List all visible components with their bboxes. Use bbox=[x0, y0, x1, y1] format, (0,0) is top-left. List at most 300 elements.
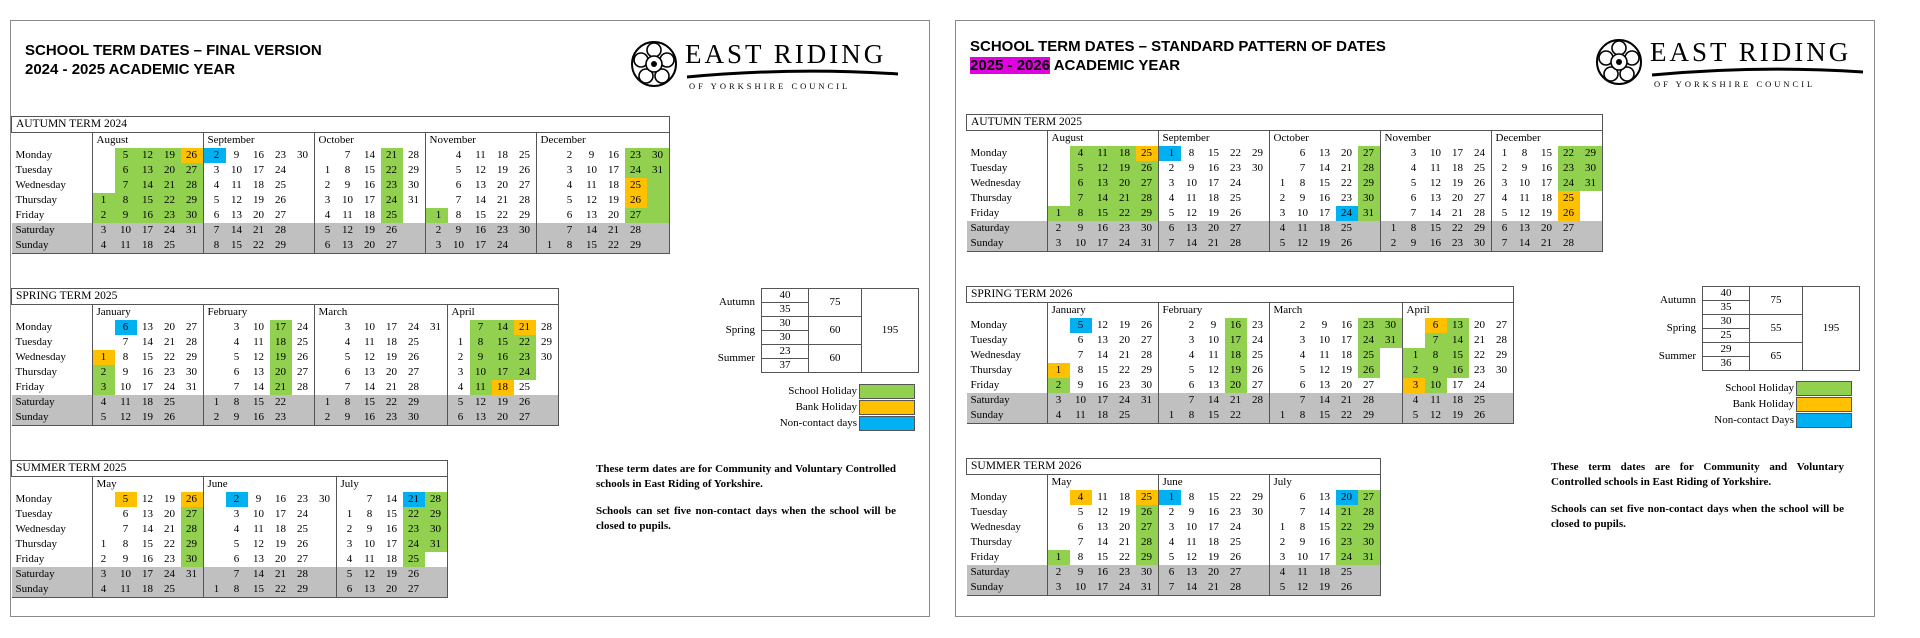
day-cell: 22 bbox=[1119, 551, 1130, 563]
term-label: Autumn bbox=[1659, 294, 1696, 306]
title-line-2 bbox=[970, 56, 1386, 75]
note-paragraph: Schools can set five non-contact days when the school will be closed to pupils. bbox=[596, 505, 896, 532]
day-cell: 21 bbox=[270, 567, 292, 582]
day-cell: 9 bbox=[1299, 536, 1306, 548]
day-cell: 7 bbox=[1410, 207, 1417, 219]
day-cell: 29 bbox=[519, 209, 530, 221]
day-cell: 5 bbox=[1402, 408, 1425, 424]
day-cell: 10 bbox=[253, 508, 264, 520]
day-cell: 16 bbox=[253, 149, 264, 161]
day-cell: 26 bbox=[181, 492, 204, 507]
day-label: Tuesday bbox=[970, 506, 1008, 518]
day-cell bbox=[314, 567, 337, 582]
day-cell: 30 bbox=[408, 179, 419, 191]
day-cell: 25 bbox=[297, 523, 308, 535]
day-cell bbox=[1158, 378, 1181, 393]
day-cell: 22 bbox=[1558, 146, 1580, 161]
day-cell: 11 bbox=[1186, 536, 1197, 548]
day-cell: 15 bbox=[1447, 348, 1469, 363]
day-cell: 9 bbox=[470, 350, 492, 365]
day-cell: 12 bbox=[1097, 506, 1108, 518]
day-cell: 17 bbox=[470, 238, 492, 254]
day-cell bbox=[203, 567, 226, 582]
day-cell: 1 bbox=[1158, 408, 1181, 424]
day-cell: 1 bbox=[425, 208, 448, 223]
day-cell: 18 bbox=[1225, 348, 1247, 363]
day-cell bbox=[647, 238, 670, 254]
day-cell: 16 bbox=[1319, 536, 1330, 548]
day-cell: 30 bbox=[1380, 318, 1403, 333]
month-name: July bbox=[1269, 475, 1380, 491]
east-riding-logo bbox=[1594, 37, 1864, 97]
day-label: Tuesday bbox=[15, 164, 53, 176]
term-days-summary bbox=[1636, 286, 1860, 371]
month-name: January bbox=[1047, 303, 1158, 319]
day-cell bbox=[203, 365, 226, 380]
day-cell: 24 bbox=[1358, 333, 1380, 348]
day-cell: 14 bbox=[1092, 191, 1114, 206]
day-cell bbox=[1047, 348, 1070, 363]
day-cell: 21 bbox=[270, 380, 292, 395]
day-cell bbox=[292, 163, 315, 178]
day-cell: 3 bbox=[1158, 176, 1181, 191]
day-cell bbox=[1158, 318, 1181, 333]
term-heading: SUMMER TERM 2025 bbox=[12, 461, 448, 477]
day-cell: 1 bbox=[1269, 520, 1292, 535]
day-cell: 26 bbox=[159, 410, 181, 426]
day-cell bbox=[314, 522, 337, 537]
day-cell: 18 bbox=[1314, 565, 1336, 580]
day-cell: 15 bbox=[248, 582, 270, 598]
day-cell: 25 bbox=[408, 336, 419, 348]
day-cell: 8 bbox=[344, 164, 351, 176]
day-cell: 16 bbox=[470, 223, 492, 238]
day-cell bbox=[1580, 206, 1603, 221]
term-heading: AUTUMN TERM 2025 bbox=[967, 115, 1603, 131]
day-cell: 20 bbox=[1536, 221, 1558, 236]
day-cell: 8 bbox=[470, 335, 492, 350]
day-cell bbox=[425, 350, 448, 365]
day-cell: 8 bbox=[115, 193, 137, 208]
key-item bbox=[651, 416, 915, 431]
day-cell: 2 bbox=[203, 410, 226, 426]
day-cell: 1 bbox=[1047, 550, 1070, 565]
day-cell bbox=[1491, 378, 1514, 393]
day-label: Friday bbox=[970, 551, 1000, 563]
day-cell: 19 bbox=[386, 351, 397, 363]
day-cell: 23 bbox=[1341, 192, 1352, 204]
day-cell: 7 bbox=[1425, 333, 1447, 348]
day-cell: 21 bbox=[1225, 393, 1247, 408]
day-cell: 9 bbox=[255, 493, 262, 505]
half-term-days: 40 bbox=[1703, 287, 1750, 301]
day-cell: 26 bbox=[1252, 364, 1263, 376]
day-cell: 30 bbox=[1469, 236, 1492, 252]
day-cell: 25 bbox=[159, 238, 181, 254]
day-cell: 5 bbox=[1491, 206, 1514, 221]
day-cell: 3 bbox=[1269, 550, 1292, 565]
day-label: Wednesday bbox=[970, 349, 1021, 361]
day-cell: 21 bbox=[1452, 207, 1463, 219]
day-cell: 17 bbox=[1319, 551, 1330, 563]
day-cell: 2 bbox=[1047, 221, 1070, 236]
key-item bbox=[1596, 381, 1852, 396]
day-cell: 2 bbox=[336, 522, 359, 537]
day-cell: 20 bbox=[492, 410, 514, 426]
day-cell: 21 bbox=[1341, 162, 1352, 174]
day-cell: 5 bbox=[233, 538, 240, 550]
day-label: Tuesday bbox=[15, 336, 53, 348]
day-cell: 30 bbox=[1358, 535, 1381, 550]
day-cell: 18 bbox=[275, 523, 286, 535]
day-cell: 6 bbox=[1299, 379, 1306, 391]
key-item bbox=[1596, 413, 1852, 428]
day-cell: 4 bbox=[92, 238, 115, 254]
day-cell: 16 bbox=[1208, 506, 1219, 518]
day-cell: 20 bbox=[1203, 221, 1225, 236]
day-cell: 23 bbox=[297, 493, 308, 505]
day-cell bbox=[647, 193, 670, 208]
day-cell bbox=[1269, 490, 1292, 505]
day-cell: 11 bbox=[253, 523, 264, 535]
day-cell: 23 bbox=[381, 178, 403, 193]
day-cell: 15 bbox=[1092, 206, 1114, 221]
day-label: Monday bbox=[970, 491, 1008, 503]
day-cell: 28 bbox=[1247, 393, 1270, 408]
day-cell: 26 bbox=[1474, 177, 1485, 189]
day-cell: 15 bbox=[226, 238, 248, 254]
day-cell: 13 bbox=[586, 209, 597, 221]
day-cell: 26 bbox=[181, 148, 204, 163]
day-cell: 13 bbox=[1181, 221, 1203, 236]
day-cell bbox=[292, 193, 315, 208]
day-cell: 12 bbox=[1319, 364, 1330, 376]
day-cell: 29 bbox=[1358, 520, 1381, 535]
day-cell: 31 bbox=[1580, 176, 1603, 191]
day-cell: 26 bbox=[1230, 207, 1241, 219]
day-cell: 15 bbox=[492, 335, 514, 350]
term-notes bbox=[1551, 460, 1844, 544]
day-cell: 20 bbox=[1203, 565, 1225, 580]
day-cell: 24 bbox=[1558, 176, 1580, 191]
day-cell: 29 bbox=[1469, 221, 1492, 236]
day-cell: 24 bbox=[408, 321, 419, 333]
day-cell: 19 bbox=[1452, 177, 1463, 189]
term-label: Spring bbox=[1666, 322, 1696, 334]
day-cell: 5 bbox=[336, 567, 359, 582]
day-cell: 30 bbox=[1136, 221, 1159, 236]
day-cell bbox=[314, 582, 337, 598]
day-cell: 4 bbox=[233, 336, 240, 348]
month-name: February bbox=[1158, 303, 1269, 319]
day-cell: 10 bbox=[1297, 207, 1308, 219]
day-cell: 7 bbox=[1292, 393, 1314, 408]
summer-term-table bbox=[966, 458, 1381, 596]
day-cell: 6 bbox=[1158, 565, 1181, 580]
day-cell: 9 bbox=[1210, 319, 1217, 331]
day-cell: 7 bbox=[1181, 393, 1203, 408]
day-cell: 18 bbox=[386, 336, 397, 348]
day-cell: 8 bbox=[1292, 408, 1314, 424]
day-cell: 7 bbox=[1158, 580, 1181, 596]
day-cell: 12 bbox=[142, 493, 153, 505]
day-cell: 11 bbox=[1186, 192, 1197, 204]
month-name: November bbox=[1380, 131, 1491, 147]
day-cell: 7 bbox=[203, 223, 226, 238]
day-cell: 3 bbox=[1158, 520, 1181, 535]
day-cell bbox=[92, 522, 115, 537]
day-cell: 17 bbox=[253, 164, 264, 176]
day-cell: 22 bbox=[403, 507, 425, 522]
spring-term-table bbox=[11, 288, 559, 426]
day-cell: 21 bbox=[1536, 236, 1558, 252]
day-cell: 10 bbox=[1430, 147, 1441, 159]
day-cell: 4 bbox=[203, 178, 226, 193]
day-cell: 12 bbox=[253, 538, 264, 550]
day-cell: 7 bbox=[344, 381, 351, 393]
half-term-days: 30 bbox=[1703, 315, 1750, 329]
day-cell: 10 bbox=[1297, 551, 1308, 563]
day-cell: 24 bbox=[1474, 147, 1485, 159]
day-cell: 3 bbox=[1188, 334, 1195, 346]
day-cell: 17 bbox=[137, 223, 159, 238]
day-cell: 29 bbox=[1136, 206, 1159, 221]
day-label: Thursday bbox=[970, 364, 1013, 376]
day-cell: 24 bbox=[1114, 236, 1136, 252]
day-cell: 23 bbox=[275, 149, 286, 161]
day-cell: 16 bbox=[142, 553, 153, 565]
day-cell: 24 bbox=[625, 163, 647, 178]
day-cell: 3 bbox=[314, 193, 337, 208]
day-cell: 21 bbox=[1203, 580, 1225, 596]
day-cell: 18 bbox=[270, 335, 292, 350]
day-cell: 12 bbox=[364, 351, 375, 363]
day-cell: 7 bbox=[226, 567, 248, 582]
month-name: September bbox=[1158, 131, 1269, 147]
day-cell bbox=[536, 193, 559, 208]
logo-name: EAST RIDING bbox=[685, 39, 887, 69]
day-cell: 8 bbox=[337, 395, 359, 410]
day-cell bbox=[1247, 221, 1270, 236]
day-cell bbox=[536, 365, 559, 380]
day-cell: 17 bbox=[1208, 521, 1219, 533]
day-cell: 19 bbox=[1541, 207, 1552, 219]
day-cell: 30 bbox=[403, 410, 425, 426]
day-cell: 3 bbox=[1402, 378, 1425, 393]
day-cell: 24 bbox=[1336, 206, 1358, 221]
day-cell: 5 bbox=[1070, 318, 1092, 333]
day-cell: 9 bbox=[366, 523, 373, 535]
day-cell: 15 bbox=[475, 209, 486, 221]
logo-subtitle: OF YORKSHIRE COUNCIL bbox=[689, 81, 851, 91]
day-cell bbox=[203, 335, 226, 350]
day-cell: 12 bbox=[1292, 236, 1314, 252]
half-term-days: 37 bbox=[762, 359, 809, 373]
day-cell: 22 bbox=[164, 538, 175, 550]
day-cell: 19 bbox=[492, 395, 514, 410]
day-cell: 21 bbox=[1336, 393, 1358, 408]
day-cell: 18 bbox=[608, 179, 619, 191]
day-cell: 11 bbox=[253, 336, 264, 348]
title-line-2 bbox=[25, 60, 322, 79]
day-cell: 14 bbox=[1314, 393, 1336, 408]
day-cell: 2 bbox=[1491, 161, 1514, 176]
day-cell: 21 bbox=[514, 320, 536, 335]
day-cell: 5 bbox=[455, 164, 462, 176]
month-name: August bbox=[92, 133, 203, 149]
day-cell: 25 bbox=[1474, 162, 1485, 174]
day-cell bbox=[1247, 520, 1270, 535]
day-cell: 12 bbox=[231, 194, 242, 206]
day-cell: 18 bbox=[1208, 192, 1219, 204]
half-term-days: 23 bbox=[762, 345, 809, 359]
day-cell: 17 bbox=[270, 320, 292, 335]
day-cell: 10 bbox=[364, 321, 375, 333]
term-total: 60 bbox=[809, 345, 862, 373]
day-cell: 19 bbox=[1225, 363, 1247, 378]
day-cell: 26 bbox=[1141, 319, 1152, 331]
day-cell: 7 bbox=[115, 178, 137, 193]
day-cell bbox=[647, 178, 670, 193]
day-cell: 7 bbox=[1491, 236, 1514, 252]
day-cell: 6 bbox=[1188, 379, 1195, 391]
day-cell: 24 bbox=[1336, 550, 1358, 565]
day-cell: 12 bbox=[1430, 177, 1441, 189]
day-cell bbox=[1269, 378, 1292, 393]
day-cell: 7 bbox=[233, 381, 240, 393]
day-cell: 14 bbox=[142, 336, 153, 348]
day-cell bbox=[1047, 318, 1070, 333]
day-cell: 8 bbox=[122, 351, 129, 363]
east-riding-logo bbox=[629, 39, 899, 99]
day-cell: 21 bbox=[1114, 191, 1136, 206]
day-label: Friday bbox=[15, 209, 45, 221]
day-cell: 27 bbox=[514, 410, 536, 426]
day-cell: 1 bbox=[203, 395, 226, 410]
day-cell: 16 bbox=[1447, 363, 1469, 378]
day-cell: 13 bbox=[1514, 221, 1536, 236]
day-cell bbox=[425, 410, 448, 426]
day-cell: 22 bbox=[164, 351, 175, 363]
day-cell: 7 bbox=[366, 493, 373, 505]
day-cell: 10 bbox=[231, 164, 242, 176]
key-item bbox=[1596, 397, 1852, 412]
day-cell: 12 bbox=[586, 194, 597, 206]
day-cell: 22 bbox=[514, 335, 536, 350]
day-cell: 1 bbox=[1047, 363, 1070, 378]
day-cell: 7 bbox=[470, 320, 492, 335]
title-year: ACADEMIC YEAR bbox=[1050, 57, 1181, 74]
day-cell: 11 bbox=[231, 179, 242, 191]
day-cell: 20 bbox=[359, 238, 381, 254]
day-cell: 14 bbox=[226, 223, 248, 238]
day-cell: 31 bbox=[430, 321, 441, 333]
day-label: Friday bbox=[970, 207, 1000, 219]
logo-name: EAST RIDING bbox=[1650, 37, 1852, 67]
day-cell: 27 bbox=[1252, 379, 1263, 391]
day-cell bbox=[647, 223, 670, 238]
day-cell: 9 bbox=[448, 223, 470, 238]
day-cell: 4 bbox=[447, 380, 470, 395]
day-cell: 6 bbox=[1299, 147, 1306, 159]
day-cell: 10 bbox=[1319, 334, 1330, 346]
day-cell bbox=[181, 395, 204, 410]
day-cell: 23 bbox=[492, 223, 514, 238]
day-label: Saturday bbox=[967, 221, 1048, 236]
day-cell: 22 bbox=[1336, 408, 1358, 424]
day-cell: 19 bbox=[1341, 364, 1352, 376]
day-cell: 2 bbox=[566, 149, 573, 161]
day-cell: 13 bbox=[364, 366, 375, 378]
day-cell: 8 bbox=[1181, 408, 1203, 424]
day-cell: 19 bbox=[1208, 551, 1219, 563]
term-label: Autumn bbox=[718, 296, 755, 308]
day-cell: 18 bbox=[364, 209, 375, 221]
day-cell: 13 bbox=[1447, 318, 1469, 333]
day-cell bbox=[203, 492, 226, 507]
key-swatch bbox=[859, 384, 915, 399]
term-label: Summer bbox=[1658, 350, 1696, 362]
day-cell: 3 bbox=[1299, 334, 1306, 346]
day-cell: 3 bbox=[1269, 206, 1292, 221]
day-cell: 9 bbox=[233, 149, 240, 161]
day-cell: 2 bbox=[1158, 161, 1181, 176]
key-label: School Holiday bbox=[788, 385, 857, 397]
day-cell: 21 bbox=[164, 523, 175, 535]
day-cell: 15 bbox=[1203, 408, 1225, 424]
autumn-term-table bbox=[11, 116, 670, 254]
day-cell: 4 bbox=[92, 582, 115, 598]
day-label: Monday bbox=[15, 493, 53, 505]
day-cell: 28 bbox=[1225, 580, 1247, 596]
day-cell bbox=[1358, 236, 1381, 252]
day-cell bbox=[1380, 176, 1403, 191]
day-cell: 20 bbox=[270, 365, 292, 380]
day-cell: 6 bbox=[447, 410, 470, 426]
day-cell: 1 bbox=[536, 238, 559, 254]
day-cell: 16 bbox=[1341, 319, 1352, 331]
day-cell: 13 bbox=[1181, 565, 1203, 580]
day-cell: 11 bbox=[470, 380, 492, 395]
day-cell: 16 bbox=[608, 149, 619, 161]
day-cell: 30 bbox=[647, 148, 670, 163]
day-cell: 19 bbox=[270, 350, 292, 365]
day-cell: 20 bbox=[1341, 147, 1352, 159]
day-cell: 4 bbox=[455, 149, 462, 161]
day-cell: 8 bbox=[1521, 147, 1528, 159]
day-cell: 23 bbox=[625, 148, 647, 163]
day-cell: 24 bbox=[159, 223, 181, 238]
day-cell: 3 bbox=[344, 321, 351, 333]
day-cell bbox=[92, 178, 115, 193]
day-cell: 16 bbox=[359, 410, 381, 426]
note-paragraph: These term dates are for Community and Voluntary Controlled schools in East Riding of Yorkshire. bbox=[1551, 461, 1844, 488]
day-cell bbox=[1269, 161, 1292, 176]
day-cell bbox=[203, 537, 226, 552]
day-cell bbox=[536, 380, 559, 395]
day-cell: 11 bbox=[1425, 393, 1447, 408]
day-cell: 11 bbox=[1070, 408, 1092, 424]
day-cell bbox=[1158, 363, 1181, 378]
day-cell: 30 bbox=[1141, 379, 1152, 391]
day-cell bbox=[536, 178, 559, 193]
day-cell: 16 bbox=[1225, 318, 1247, 333]
day-cell: 15 bbox=[364, 164, 375, 176]
day-cell bbox=[1247, 580, 1270, 596]
day-cell: 3 bbox=[1491, 176, 1514, 191]
day-cell: 22 bbox=[1225, 408, 1247, 424]
day-cell: 3 bbox=[1047, 236, 1070, 252]
